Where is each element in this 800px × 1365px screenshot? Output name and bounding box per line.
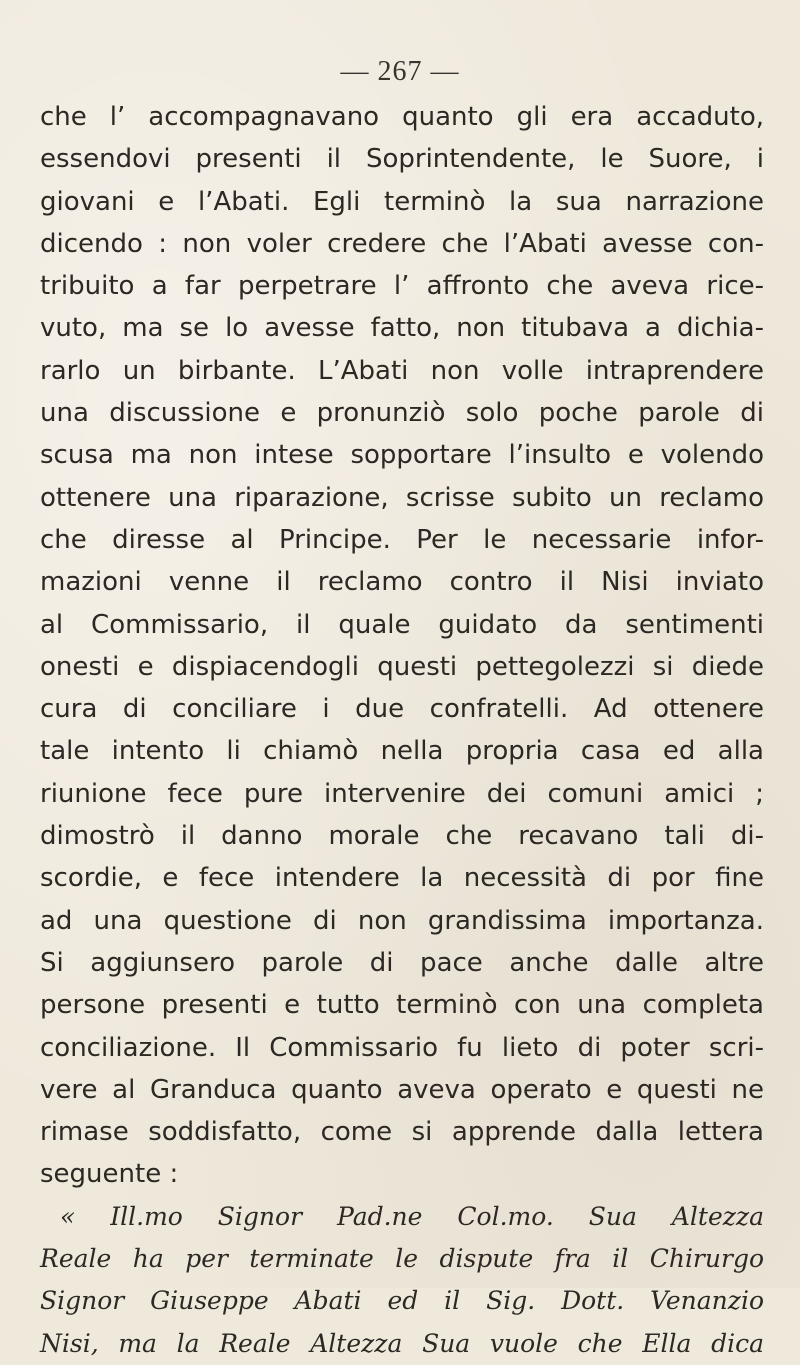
- text-line: conciliazione. Il Commissario fu lieto di poter scri-: [40, 1032, 764, 1063]
- text-line: che diresse al Principe. Per le necessarie infor-: [40, 524, 764, 555]
- text-line: tale intento li chiamò nella propria casa ed alla: [40, 736, 764, 767]
- text-line: che l’ accompagnavano quanto gli era accaduto,: [40, 102, 764, 132]
- text-line: essendovi presenti il Soprintendente, le Suore, i: [40, 144, 764, 175]
- text-line: tribuito a far perpetrare l’ affronto che aveva rice-: [40, 271, 764, 302]
- text-line: giovani e l’Abati. Egli terminò la sua narrazione: [40, 186, 764, 217]
- text-line: scusa ma non intese sopportare l’insulto e volendo: [40, 440, 764, 471]
- text-line: al Commissario, il quale guidato da sentimenti: [40, 609, 764, 640]
- text-line: dicendo : non voler credere che l’Abati avesse con-: [40, 228, 764, 259]
- letter-line: Signor Giuseppe Abati ed il Sig. Dott. Venanzio: [40, 1286, 764, 1316]
- body-text: [40, 96, 764, 1365]
- text-line: onesti e dispiacendogli questi pettegolezzi si diede: [40, 651, 764, 682]
- text-line: mazioni venne il reclamo contro il Nisi inviato: [40, 567, 764, 598]
- text-line: ad una questione di non grandissima importanza.: [40, 905, 764, 936]
- text-line: rarlo un birbante. L’Abati non volle intraprendere: [40, 355, 764, 386]
- text-line: riunione fece pure intervenire dei comuni amici ;: [40, 778, 764, 809]
- text-line: vuto, ma se lo avesse fatto, non titubava a dichia-: [40, 313, 764, 344]
- letter-line: « Ill.mo Signor Pad.ne Col.mo. Sua Altezza: [60, 1201, 764, 1231]
- text-line: cura di conciliare i due confratelli. Ad ottenere: [40, 694, 764, 725]
- text-line: ottenere una riparazione, scrisse subito un reclamo: [40, 482, 764, 513]
- text-line: seguente :: [40, 1159, 179, 1190]
- text-line: dimostrò il danno morale che recavano tali di-: [40, 821, 764, 852]
- text-line: vere al Granduca quanto aveva operato e questi ne: [40, 1074, 764, 1105]
- text-line: rimase soddisfatto, come si apprende dalla lettera: [40, 1117, 764, 1148]
- page-number: — 267 —: [340, 56, 460, 87]
- letter-line: Reale ha per terminate le dispute fra il Chirurgo: [40, 1244, 764, 1274]
- letter-line: Nisi, ma la Reale Altezza Sua vuole che Ella dica: [40, 1328, 764, 1358]
- text-line: Si aggiunsero parole di pace anche dalle altre: [40, 947, 764, 978]
- text-line: persone presenti e tutto terminò con una completa: [40, 990, 764, 1021]
- text-line: una discussione e pronunziò solo poche parole di: [40, 398, 764, 429]
- text-line: scordie, e fece intendere la necessità di por fine: [40, 863, 764, 894]
